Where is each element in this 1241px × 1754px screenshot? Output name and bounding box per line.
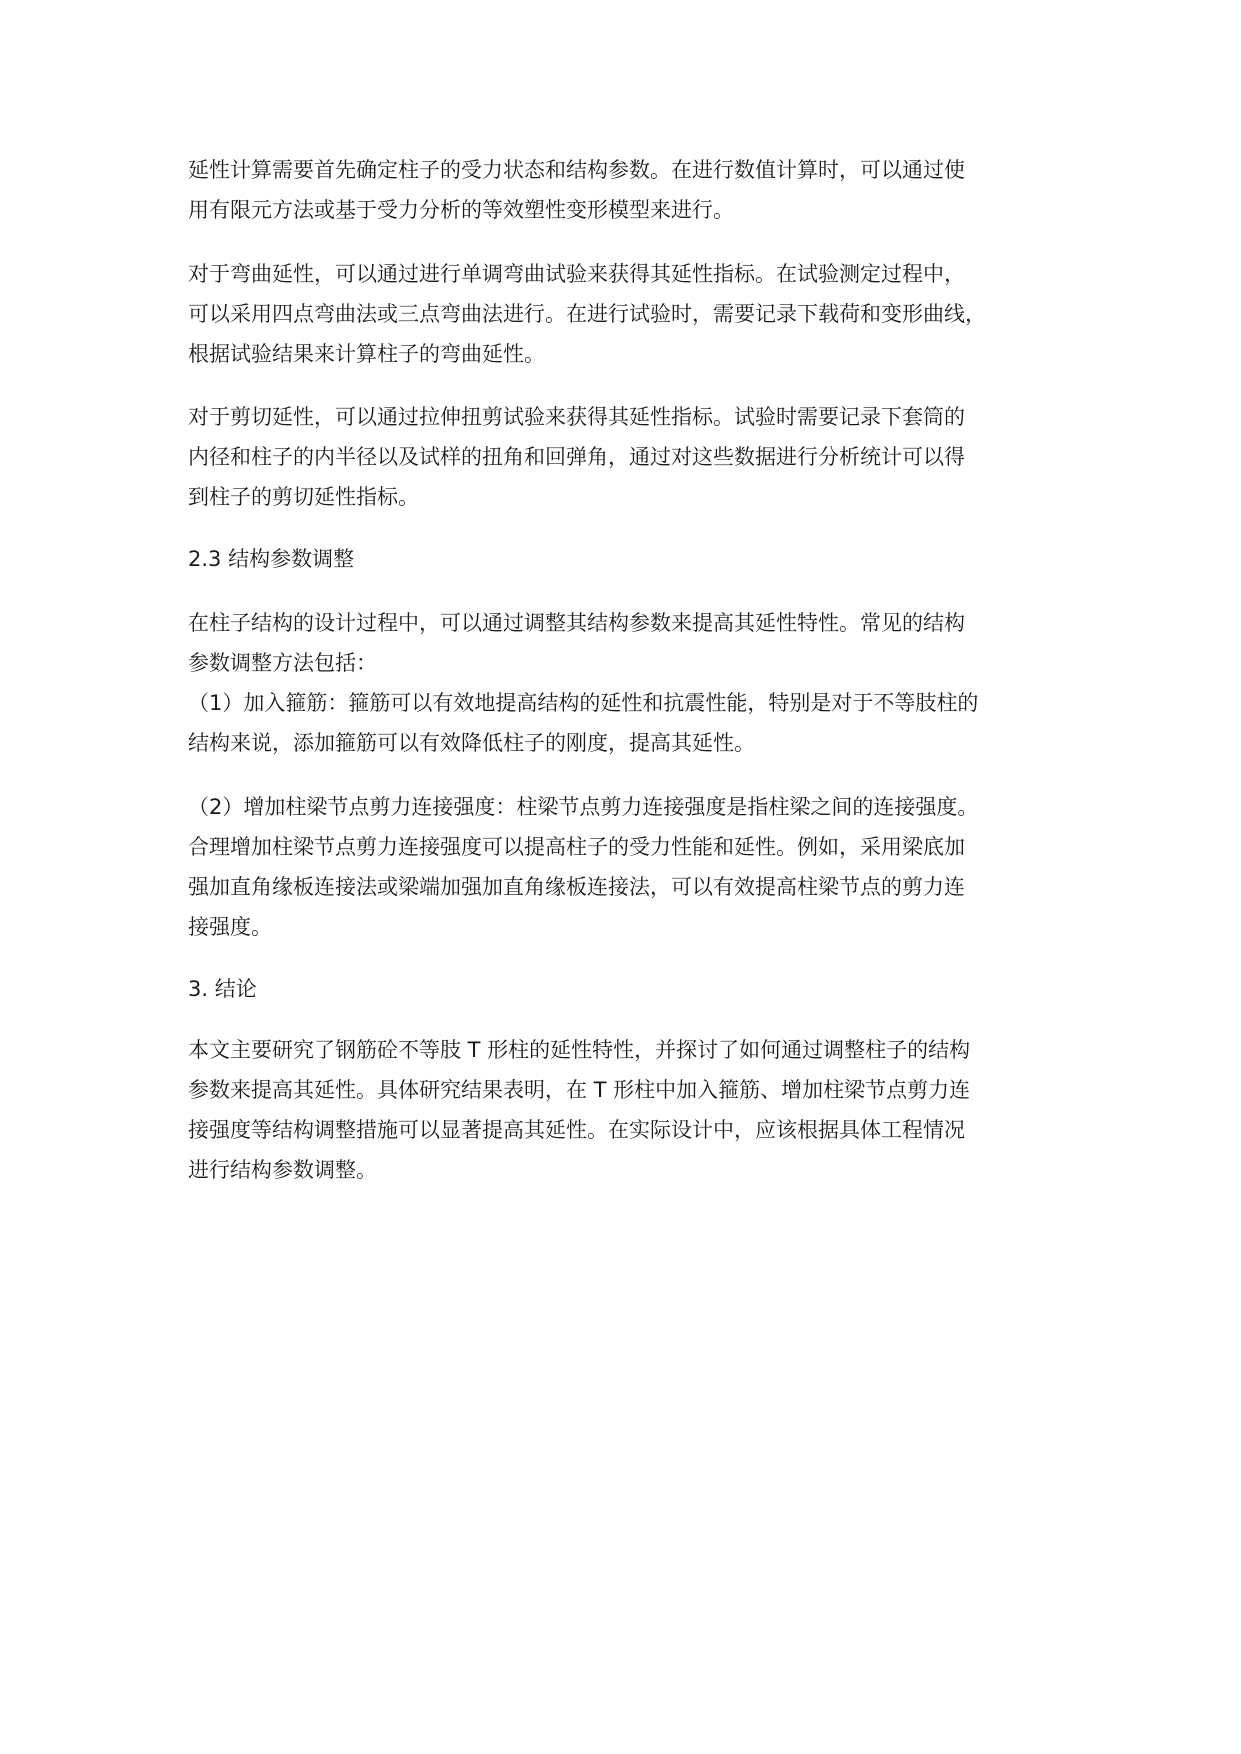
text-line: 接强度等结构调整措施可以显著提高其延性。在实际设计中，应该根据具体工程情况: [188, 1118, 965, 1142]
list-item-joint-strength: [188, 787, 978, 947]
text-line: 根据试验结果来计算柱子的弯曲延性。: [188, 342, 545, 366]
text-line: 可以采用四点弯曲法或三点弯曲法进行。在进行试验时，需要记录下载荷和变形曲线，: [188, 302, 986, 326]
paragraph-shear-ductility: [188, 397, 965, 517]
text-line: 进行结构参数调整。: [188, 1158, 377, 1182]
text-line: 对于弯曲延性，可以通过进行单调弯曲试验来获得其延性指标。在试验测定过程中，: [188, 262, 965, 286]
text-line: 内径和柱子的内半径以及试样的扭角和回弹角，通过对这些数据进行分析统计可以得: [188, 445, 965, 469]
text-line: 结构来说，添加箍筋可以有效降低柱子的刚度，提高其延性。: [188, 731, 755, 755]
list-item-stirrups: [188, 683, 978, 763]
text-line: 合理增加柱梁节点剪力连接强度可以提高柱子的受力性能和延性。例如，采用梁底加: [188, 835, 965, 859]
text-line: 对于剪切延性，可以通过拉伸扭剪试验来获得其延性指标。试验时需要记录下套筒的: [188, 405, 965, 429]
paragraph-section-intro: [188, 603, 965, 683]
section-heading-conclusion: 3. 结论: [188, 977, 257, 1001]
text-line: 在柱子结构的设计过程中，可以通过调整其结构参数来提高其延性特性。常见的结构: [188, 611, 965, 635]
text-line: 到柱子的剪切延性指标。: [188, 485, 419, 509]
text-line: 强加直角缘板连接法或梁端加强加直角缘板连接法，可以有效提高柱梁节点的剪力连: [188, 875, 965, 899]
text-line: （2）增加柱梁节点剪力连接强度：柱梁节点剪力连接强度是指柱梁之间的连接强度。: [188, 795, 979, 819]
text-line: （1）加入箍筋：箍筋可以有效地提高结构的延性和抗震性能，特别是对于不等肢柱的: [188, 691, 979, 715]
text-line: 本文主要研究了钢筋砼不等肢 T 形柱的延性特性，并探讨了如何通过调整柱子的结构: [188, 1038, 971, 1062]
paragraph-ductility-calculation: [188, 150, 965, 230]
paragraph-bending-ductility: [188, 254, 986, 374]
text-line: 接强度。: [188, 915, 272, 939]
section-heading-2-3: 2.3 结构参数调整: [188, 547, 355, 571]
text-line: 用有限元方法或基于受力分析的等效塑性变形模型来进行。: [188, 198, 734, 222]
text-line: 参数来提高其延性。具体研究结果表明，在 T 形柱中加入箍筋、增加柱梁节点剪力连: [188, 1078, 971, 1102]
text-line: 参数调整方法包括：: [188, 651, 377, 675]
paragraph-conclusion: [188, 1030, 970, 1190]
text-line: 延性计算需要首先确定柱子的受力状态和结构参数。在进行数值计算时，可以通过使: [188, 158, 965, 182]
